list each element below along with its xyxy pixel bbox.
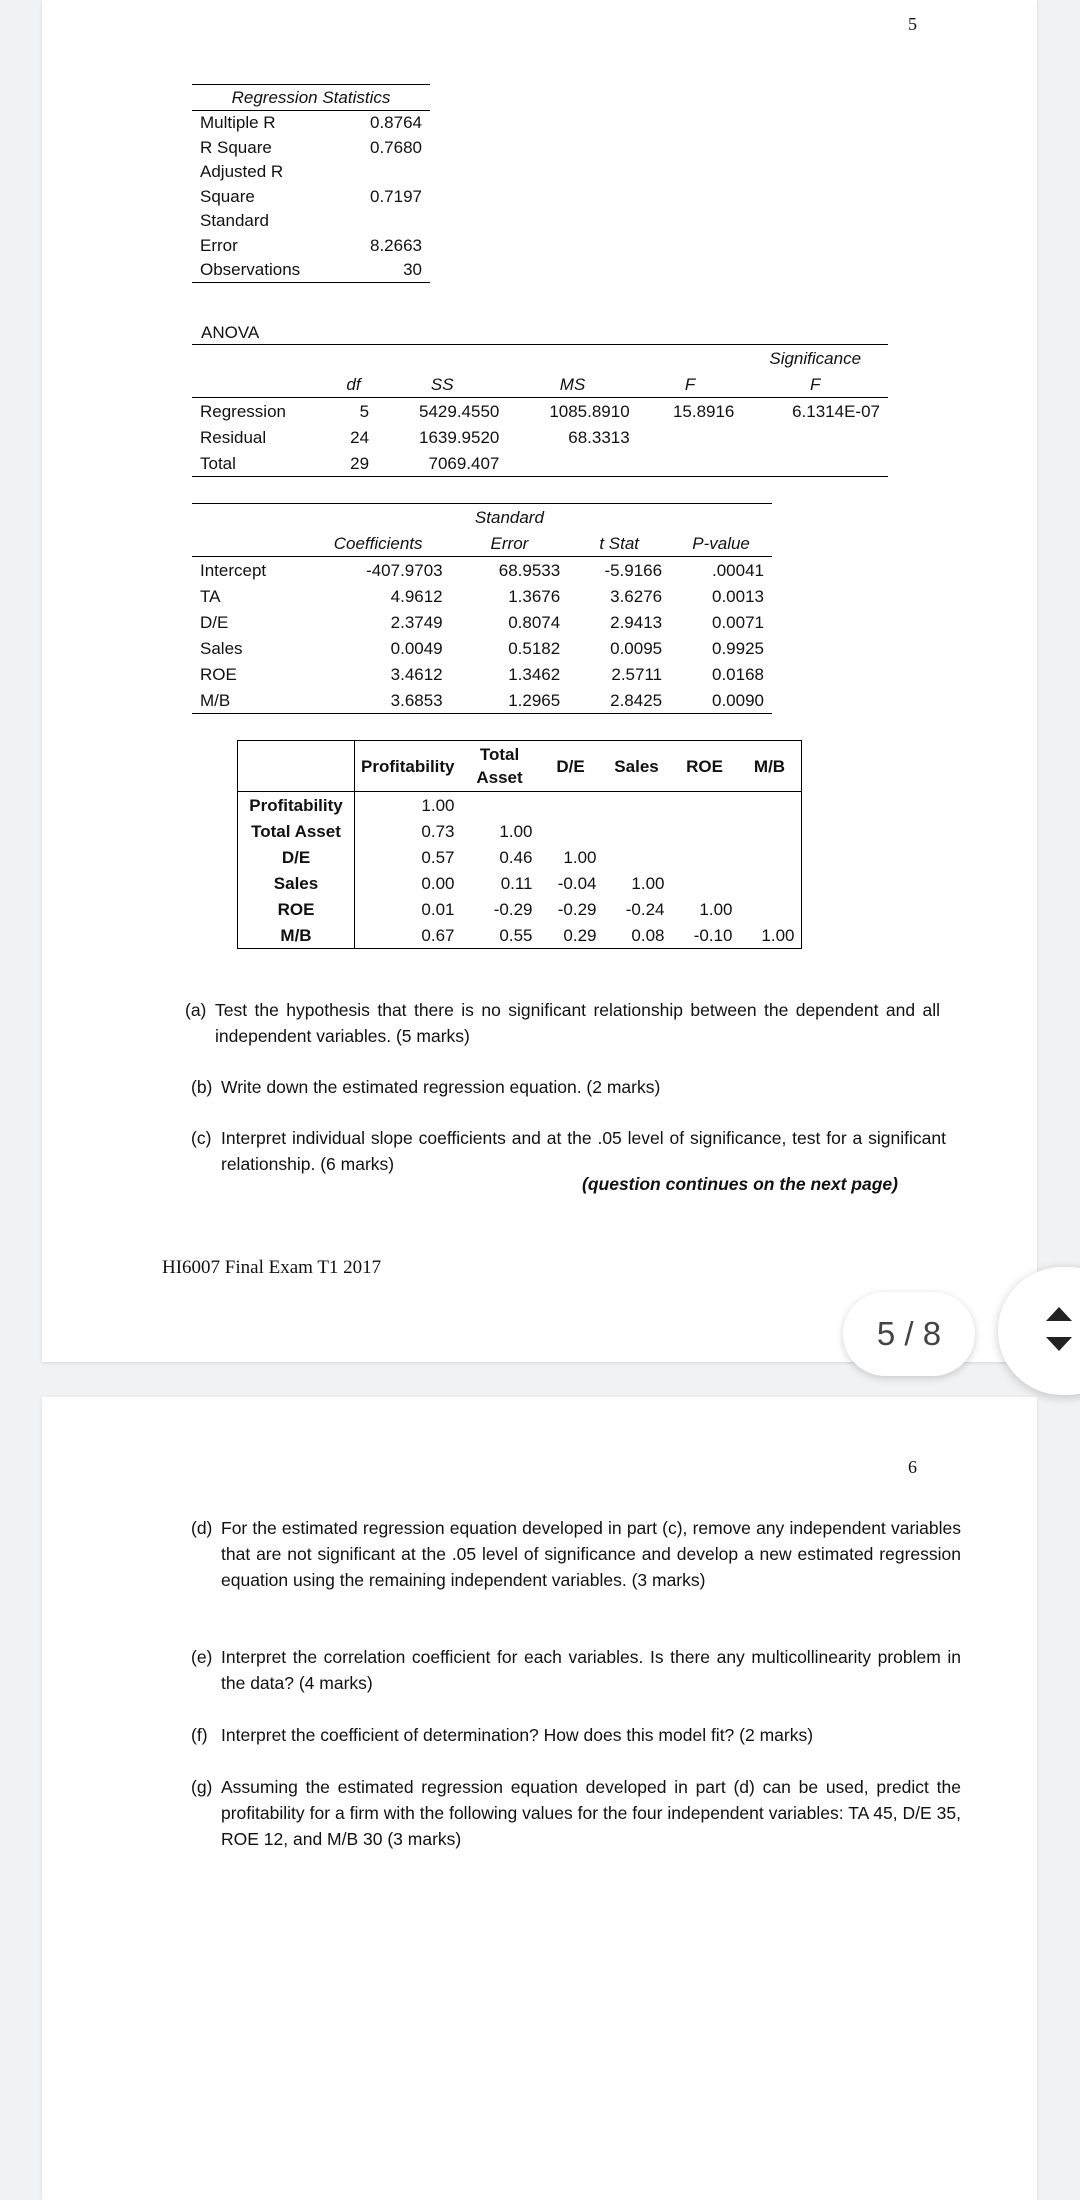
header-coefficients: Coefficients [306,530,451,557]
cell-p-value: .00041 [712,560,764,580]
row-label: D/E [238,844,355,870]
question-label: (d) [191,1518,213,1538]
row-label: ROE [200,664,237,684]
question-d [191,1515,961,1593]
correlation-cell: -0.10 [693,925,733,945]
cell-coefficient: 0.0049 [390,638,443,658]
cell-f: 15.8916 [672,401,735,421]
correlation-cell: 0.29 [563,925,597,945]
row-label-line1: Standard [200,211,269,231]
row-label: Observations [192,258,342,283]
cell-ms: 1085.8910 [549,401,630,421]
table-row [192,635,772,661]
cell-p-value: 0.0071 [712,612,764,632]
correlation-cell: 0.01 [421,899,455,919]
row-label: Total [192,450,330,477]
table-row [238,870,802,896]
cell-standard-error: 0.5182 [508,638,561,658]
table-row [192,450,888,477]
cell-ss: 7069.407 [377,450,507,477]
row-label-line2: Square [200,186,255,206]
cell-p-value: 0.0168 [712,664,764,684]
cell-t-stat: 2.9413 [610,612,663,632]
page-number: 6 [908,1457,917,1477]
question-label: (b) [191,1077,213,1097]
table-row [192,160,430,185]
anova-title: ANOVA [201,323,260,342]
table-row [192,424,888,450]
question-text: For the estimated regression equation developed in part (c), remove any independent variables that are not significant at the .05 level of significance and develop a new estimated regression equation using the remaining independent variables. (3 marks) [221,1518,961,1590]
row-label-line1: Adjusted R [200,162,284,182]
regression-statistics-title: Regression Statistics [192,85,430,111]
correlation-cell: 0.67 [421,925,455,945]
cell-t-stat: 3.6276 [610,586,663,606]
table-header-row [192,345,888,372]
header-ss: SS [377,371,507,398]
correlation-cell: 0.08 [631,925,665,945]
correlation-cell: 0.46 [499,847,533,867]
table-row [238,922,802,949]
table-row [192,583,772,609]
page-number: 5 [908,14,917,34]
cell-t-stat: -5.9166 [604,560,663,580]
cell-significance: 6.1314E-07 [792,401,880,421]
correlation-cell: 0.57 [421,847,455,867]
cell-ss: 5429.4550 [419,401,500,421]
coefficients-table [192,503,772,714]
table-row [238,896,802,922]
cell-ss: 1639.9520 [419,427,500,447]
question-label: (e) [191,1647,213,1667]
question-c [191,1125,946,1177]
question-text: Interpret individual slope coefficients and at the .05 level of significance, test for a significant relationship. (6 marks) [221,1128,946,1174]
cell-standard-error: 0.8074 [508,612,561,632]
question-label: (a) [185,1000,207,1020]
cell-coefficient: 2.3749 [390,612,443,632]
cell-df: 24 [350,427,370,447]
question-f [191,1722,961,1748]
page-footer: HI6007 Final Exam T1 2017 [162,1257,382,1278]
header-profitability: Profitability [355,741,461,792]
question-label: (f) [191,1725,208,1745]
row-label: Profitability [238,792,355,819]
correlation-cell: -0.04 [557,873,597,893]
question-text: Interpret the correlation coefficient for each variables. Is there any multicollinearity problem in the data? (4 marks) [221,1647,961,1693]
header-significance-line1: Significance [742,345,888,372]
document-page-6 [42,1397,1037,2200]
header-roe: ROE [671,741,739,792]
table-header-row [192,530,772,557]
arrow-down-icon [1046,1337,1072,1351]
row-label: Intercept [200,560,267,580]
row-label: R Square [200,137,272,157]
row-value: 0.8764 [370,113,422,133]
table-row [192,184,430,209]
document-page-5 [42,0,1037,1362]
cell-coefficient: 3.4612 [390,664,443,684]
header-de: D/E [539,741,603,792]
row-label: ROE [238,896,355,922]
row-label: Total Asset [238,818,355,844]
row-label: Multiple R [200,113,276,133]
correlation-cell: 0.11 [500,873,533,893]
row-label: M/B [192,687,306,714]
correlation-cell: 0.00 [421,873,455,893]
arrow-up-icon [1046,1307,1072,1321]
cell-standard-error: 68.9533 [498,560,561,580]
table-row [192,661,772,687]
row-label: Residual [200,427,267,447]
row-value: 8.2663 [370,235,422,255]
table-header-row [192,504,772,531]
table-header-row [238,741,802,792]
header-total-asset: Total Asset [461,741,539,792]
question-label: (c) [191,1128,212,1148]
header-f: F [638,371,743,398]
correlation-cell: -0.24 [625,899,665,919]
regression-statistics-table [192,84,430,283]
row-label: Sales [238,870,355,896]
question-b [191,1074,946,1100]
question-g [191,1774,961,1852]
continues-note: (question continues on the next page) [582,1174,898,1194]
header-df: df [330,371,377,398]
correlation-cell: 0.55 [499,925,533,945]
row-label: M/B [238,922,355,949]
question-text: Write down the estimated regression equation. (2 marks) [221,1077,661,1097]
table-row [238,844,802,870]
correlation-cell: 1.00 [563,847,597,867]
page-indicator: 5 / 8 [843,1292,975,1376]
row-label: Sales [200,638,243,658]
header-standard-error-line2: Error [451,530,569,557]
question-text: Test the hypothesis that there is no significant relationship between the dependent and all independent variables. (5 marks) [215,1000,940,1046]
table-row [192,258,430,283]
anova-table [192,344,888,477]
cell-coefficient: -407.9703 [366,560,443,580]
row-label: Regression [200,401,286,421]
correlation-cell: 1.00 [421,795,455,815]
table-row [192,557,772,584]
row-value: 0.7197 [370,186,422,206]
header-sales: Sales [603,741,671,792]
header-ms: MS [507,371,637,398]
header-significance-line2: F [742,371,888,398]
correlation-cell: 1.00 [699,899,733,919]
header-mb: M/B [739,741,802,792]
table-row [238,792,802,819]
cell-df: 5 [359,401,370,421]
table-row [192,209,430,234]
header-t-stat: t Stat [568,530,670,557]
table-row [192,233,430,258]
correlation-cell: -0.29 [493,899,533,919]
correlation-cell: 1.00 [499,821,533,841]
cell-standard-error: 1.3676 [508,586,561,606]
cell-t-stat: 2.8425 [568,687,670,714]
correlation-matrix-table [237,740,802,949]
table-row [192,398,888,425]
row-value: 30 [342,258,430,283]
question-text: Interpret the coefficient of determination? How does this model fit? (2 marks) [221,1725,814,1745]
correlation-cell: 1.00 [631,873,665,893]
question-text: Assuming the estimated regression equation developed in part (d) can be used, predict the profitability for a firm with the following values for the four independent variables: TA 45, D/E 35, ROE 12, and M/B 30 (3 marks) [221,1777,961,1849]
row-label-line2: Error [200,235,238,255]
cell-standard-error: 1.2965 [451,687,569,714]
table-row [238,818,802,844]
cell-ms: 68.3313 [568,427,630,447]
table-header-row [192,371,888,398]
table-header-row [192,85,430,111]
cell-p-value: 0.0013 [712,586,764,606]
cell-t-stat: 2.5711 [611,664,663,684]
cell-coefficient: 3.6853 [306,687,451,714]
correlation-cell: -0.29 [557,899,597,919]
cell-p-value: 0.9925 [712,638,764,658]
question-a [185,997,940,1049]
header-standard-error-line1: Standard [451,504,569,531]
header-p-value: P-value [670,530,772,557]
cell-p-value: 0.0090 [670,687,772,714]
question-label: (g) [191,1777,213,1797]
table-row [192,135,430,160]
cell-df: 29 [330,450,377,477]
table-row [192,110,430,135]
row-value: 0.7680 [370,137,422,157]
row-label: D/E [200,612,229,632]
table-row [192,609,772,635]
correlation-cell: 0.73 [421,821,455,841]
table-row [192,687,772,714]
cell-t-stat: 0.0095 [610,638,663,658]
cell-coefficient: 4.9612 [390,586,443,606]
question-e [191,1644,961,1696]
cell-standard-error: 1.3462 [508,664,561,684]
row-label: TA [200,586,221,606]
correlation-cell: 1.00 [761,925,795,945]
